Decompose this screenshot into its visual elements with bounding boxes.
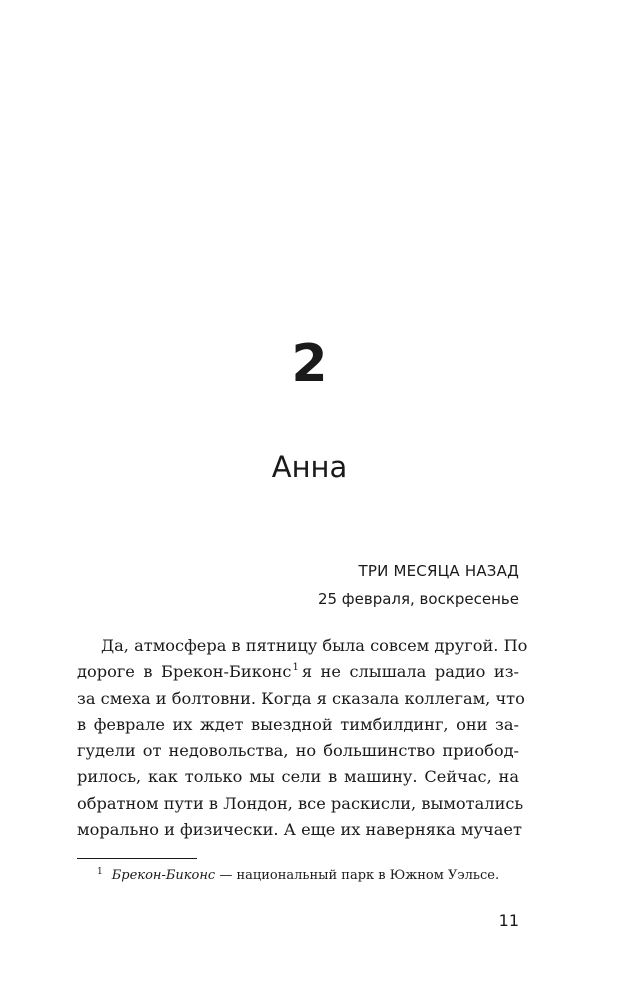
footnote [97,866,537,886]
body-line: обратном пути в Лондон, все раскисли, вымотались [77,793,524,813]
body-line-with-footnote [77,659,519,685]
body-line: в феврале их ждет выездной тимбилдинг, они за- [77,714,519,734]
body-text [77,633,528,843]
footnote-text: — национальный парк в Южном Уэльсе. [215,868,500,883]
dateline-time-ago: ТРИ МЕСЯЦА НАЗАД [358,562,519,580]
page-number: 11 [498,911,519,930]
body-line: рилось, как только мы сели в машину. Сейчас, на [77,767,519,787]
footnote-mark: 1 [97,867,103,877]
footnote-divider [77,858,197,859]
body-line: за смеха и болтовни. Когда я сказала коллегам, что [77,688,525,708]
body-line: Да, атмосфера в пятницу была совсем другой. По [101,636,528,655]
dateline-date: 25 февраля, воскресенье [317,590,519,608]
body-line-part: я не слышала радио из- [301,662,519,682]
body-line: морально и физически. А еще их наверняка мучает [77,820,522,840]
chapter-number: 2 [291,334,328,394]
body-line: гудели от недовольства, но большинство приобод- [77,741,519,761]
footnote-term: Брекон-Биконс [111,868,216,883]
body-line-part: дороге в Брекон-Биконс [77,662,292,682]
chapter-title: Анна [271,450,348,484]
footnote-reference[interactable]: 1 [292,662,299,674]
